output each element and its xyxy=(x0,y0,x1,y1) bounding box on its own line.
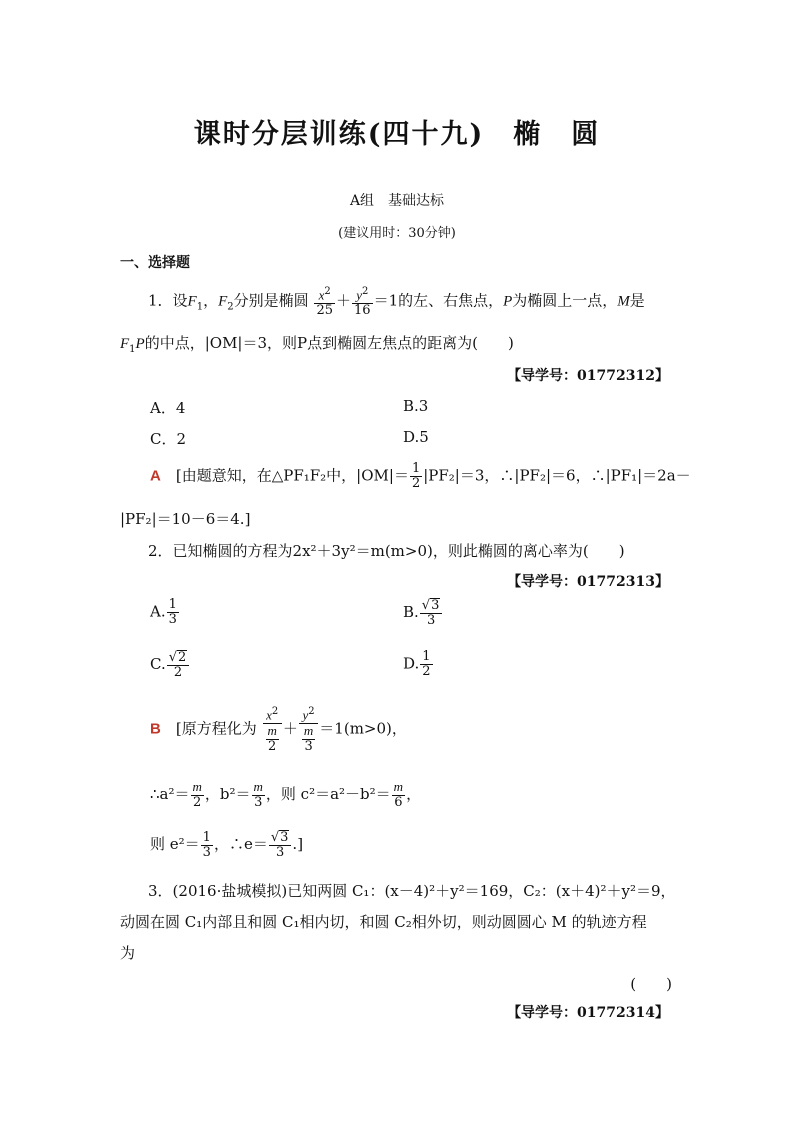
q1-option-d: D.5 xyxy=(403,428,429,446)
q2-option-b: B. $\frac{√3}{3}$ xyxy=(403,598,443,628)
q3-ref: 【导学号：01772314】 xyxy=(507,1005,669,1021)
q1-option-b: B.3 xyxy=(403,397,429,415)
group-heading: A组 基础达标 xyxy=(349,193,445,209)
q2-answer: B xyxy=(150,720,161,738)
q1-solution-line2: |PF₂|＝10－6＝4.] xyxy=(120,510,251,528)
time-hint: (建议用时：30分钟) xyxy=(338,226,456,241)
q2-option-c: C. $\frac{√2}{2}$ xyxy=(150,650,190,680)
q3-answer-paren: ( ) xyxy=(630,975,672,993)
q3-line3: 为 xyxy=(120,944,136,962)
q2-solution-line3: 则 e²＝ $\frac{1}{3}$ ，∴e＝ $\frac{√3}{3}$ .] xyxy=(150,829,304,860)
q1-solution-line1: A [由题意知，在△PF₁F₂中，|OM|＝ $\frac{1}{2}$ |PF₂|＝3，∴|PF₂|＝6，∴|PF₁|＝2a－ xyxy=(150,461,691,491)
section-heading: 一、选择题 xyxy=(120,255,190,271)
q2-text: 2．已知椭圆的方程为2x²＋3y²＝m(m>0)，则此椭圆的离心率为( ) xyxy=(148,542,625,560)
q2-option-d: D. $\frac{1}{2}$ xyxy=(403,649,431,679)
q2-solution-line2: ∴a²＝ $\frac{m}{2}$ ，b²＝ $\frac{m}{3}$ ，则 c²＝a²－b²＝ $\frac{m}{6}$ ， xyxy=(150,779,422,810)
q1-line1: 1．设$F_1$，$F_2$分别是椭圆 $\frac{x^2}{25}$ ＋ $\frac{y^2}{16}$ ＝1的左、右焦点，P为椭圆上一点，M是 xyxy=(148,286,645,319)
q1-ref: 【导学号：01772312】 xyxy=(507,368,669,384)
q1-option-a: A．4 xyxy=(150,399,186,417)
q3-line1: 3．(2016·盐城模拟)已知两圆 C₁：(x－4)²＋y²＝169，C₂：(x＋4)²＋y²＝9， xyxy=(148,882,676,900)
page-title: 课时分层训练(四十九) 椭 圆 xyxy=(193,119,601,150)
q1-option-c: C．2 xyxy=(150,430,187,448)
q2-option-a: A. $\frac{1}{3}$ xyxy=(150,597,177,627)
q1-answer: A xyxy=(150,467,161,485)
q2-solution-line1: B [原方程化为 $\frac{x^2}{\frac{m}{2}}$ ＋ $\frac{y^2}{\frac{m}{3}}$ ＝1(m>0)， xyxy=(150,706,407,755)
q2-ref: 【导学号：01772313】 xyxy=(507,574,669,590)
q3-line2: 动圆在圆 C₁内部且和圆 C₁相内切，和圆 C₂相外切，则动圆圆心 M 的轨迹方程 xyxy=(120,913,647,931)
q1-line2: $F_1P$的中点，|OM|＝3，则P点到椭圆左焦点的距离为( ) xyxy=(120,334,514,355)
